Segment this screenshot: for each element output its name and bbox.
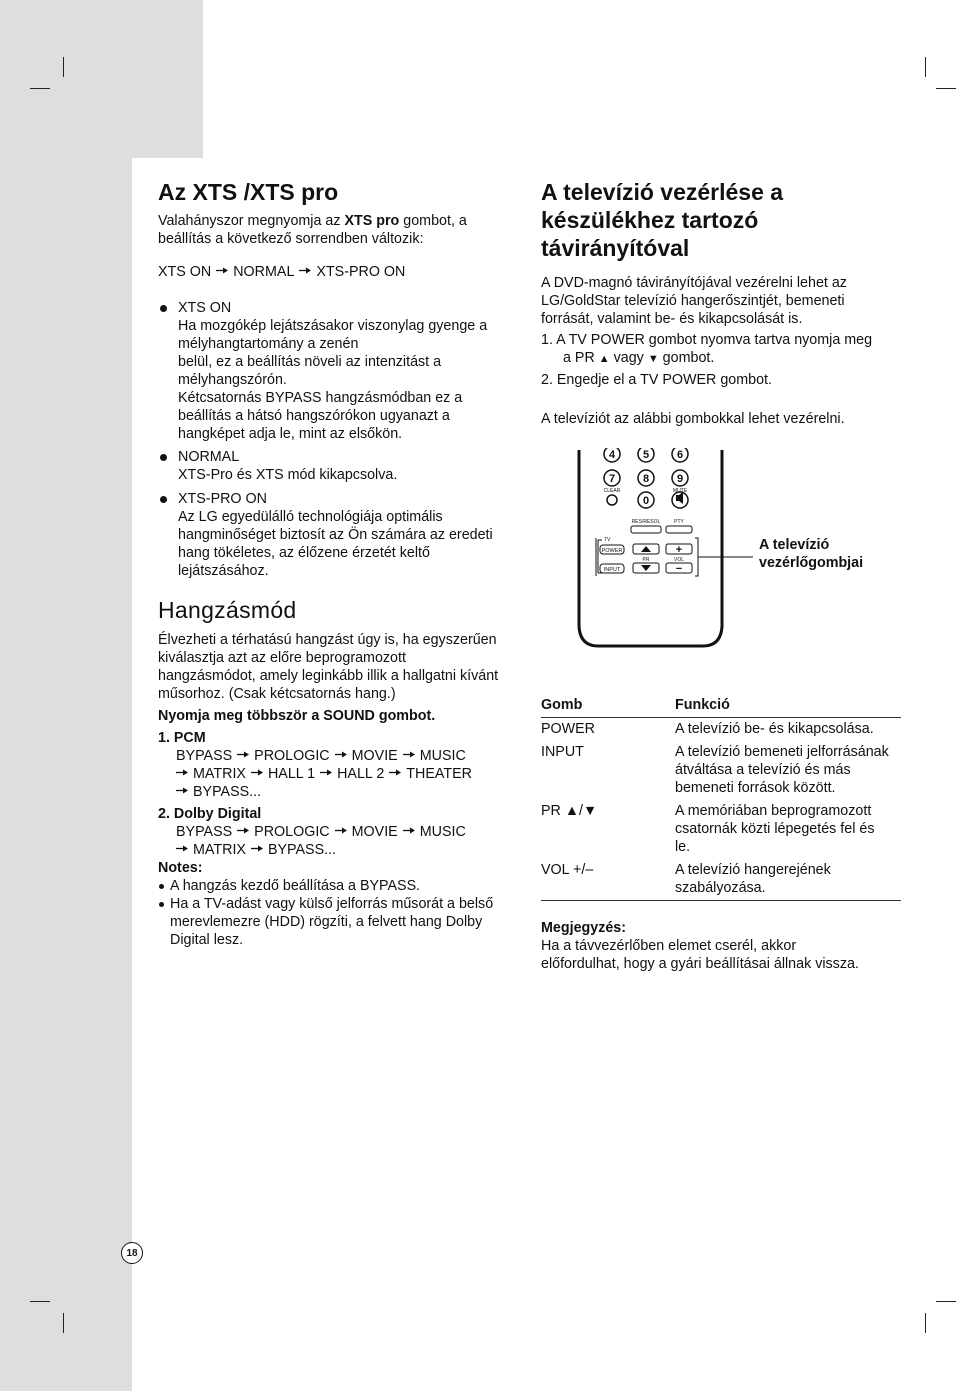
crop-mark <box>30 88 50 89</box>
vol-plus: + <box>675 544 683 556</box>
power-label: POWER <box>601 548 623 554</box>
notes-title: Notes: <box>158 860 203 876</box>
key-6: 6 <box>676 449 684 461</box>
intro-text-line2: beállítás a következő sorrendben változik: <box>158 231 424 247</box>
pcm-title: 1. PCM <box>158 730 206 746</box>
bullet-xts-on: XTS ON Ha mozgókép lejátszásakor viszonylag gyenge a mélyhangtartomány a zenén belül, ez a beállítás növeli az intenzitást a mélyhangszórón. Kétcsatornás BYPASS hangzásmódban ez a beállítás a hátsó hangszórókon ugyanazt a hangképet adja le, mint az elsőkön. <box>158 299 523 443</box>
bullet-icon <box>160 305 167 312</box>
intro-text: Valahányszor megnyomja az XTS pro gombot, a <box>158 213 467 229</box>
arrow-right-icon <box>403 750 415 759</box>
arrow-right-icon <box>403 826 415 835</box>
step-2: 2. Engedje el a TV POWER gombot. <box>541 372 772 388</box>
bullet-icon <box>160 454 167 461</box>
pty-label: PTY <box>674 519 684 525</box>
key-0: 0 <box>642 495 650 507</box>
pcm-sequence-row1: BYPASS PROLOGIC MOVIE MUSIC <box>176 748 466 764</box>
vol-label: VOL <box>673 557 685 563</box>
pr-label: PR <box>642 557 650 563</box>
bullet-icon <box>159 884 164 889</box>
bullet-icon <box>159 902 164 907</box>
arrow-right-icon <box>176 768 188 777</box>
crop-mark <box>936 1301 956 1302</box>
mute-label: MUTE <box>672 488 688 494</box>
triangle-up-icon: ▲ <box>598 353 610 365</box>
dolby-title: 2. Dolby Digital <box>158 806 262 822</box>
table-row: VOL +/– A televízió hangerejének szabályozása. <box>541 859 901 901</box>
res-label: RES/RESOL <box>631 519 661 525</box>
table-row: INPUT A televízió bemeneti jelforrásának átváltása a televízió és más bemeneti források között. <box>541 744 889 796</box>
arrow-right-icon <box>335 750 347 759</box>
key-8: 8 <box>642 473 650 485</box>
clear-label: CLEAR <box>603 488 621 494</box>
arrow-right-icon <box>237 826 249 835</box>
dolby-sequence-row2: MATRIX BYPASS... <box>158 841 523 859</box>
triangle-down-icon: ▼ <box>647 353 659 365</box>
section-title-xts: Az XTS /XTS pro <box>158 179 339 205</box>
arrow-right-icon <box>176 786 188 795</box>
arrow-right-icon <box>176 844 188 853</box>
gray-margin-top <box>0 0 203 158</box>
input-label: INPUT <box>603 567 621 573</box>
table-row: POWER A televízió be- és kikapcsolása. <box>541 721 874 737</box>
crop-mark <box>936 88 956 89</box>
step-1-cont: a PR ▲ vagy ▼ gombot. <box>563 350 715 366</box>
callout-label: A televízió vezérlőgombjai <box>759 537 864 571</box>
gray-margin-side <box>0 158 132 1391</box>
bullet-icon <box>160 496 167 503</box>
arrow-right-icon <box>335 826 347 835</box>
bullet-normal: NORMAL XTS-Pro és XTS mód kikapcsolva. <box>158 448 523 484</box>
arrow-right-icon <box>299 266 311 275</box>
function-table <box>541 694 901 901</box>
arrow-right-icon <box>320 768 332 777</box>
note-title: Megjegyzés: <box>541 920 627 936</box>
section-title-tv-control: A televízió vezérlése a készülékhez tartozó távirányítóval <box>541 179 784 261</box>
arrow-right-icon <box>251 844 263 853</box>
crop-mark <box>63 57 64 77</box>
note-item: A hangzás kezdő beállítása a BYPASS. <box>158 877 523 895</box>
key-5: 5 <box>642 449 650 461</box>
pcm-sequence-row3: BYPASS... <box>158 783 523 801</box>
control-text: A televíziót az alábbi gombokkal lehet vezérelni. <box>541 411 845 427</box>
arrow-right-icon <box>389 768 401 777</box>
crop-mark <box>925 57 926 77</box>
step-1: 1. A TV POWER gombot nyomva tartva nyomja meg <box>541 332 873 348</box>
mode-sequence: XTS ON NORMAL XTS-PRO ON <box>158 264 406 280</box>
table-row: PR ▲/▼ A memóriában beprogramozott csatornák közti lépegetés fel és le. <box>541 803 875 855</box>
tv-label: TV <box>604 537 611 543</box>
bullet-xts-pro-on: XTS-PRO ON Az LG egyedülálló technológiája optimális hangminőséget biztosít az Ön számára az eredeti hang tökéletes, az élőzene érzetét keltő lejátszásához. <box>158 490 523 580</box>
vol-minus: − <box>675 563 683 575</box>
page-number: 18 <box>121 1242 143 1264</box>
key-4: 4 <box>608 449 616 461</box>
table-header-func: Funkció <box>675 694 901 718</box>
crop-mark <box>63 1313 64 1333</box>
pcm-sequence-row2: MATRIX HALL 1 HALL 2 THEATER <box>158 765 523 783</box>
right-column: A televízió vezérlése a készülékhez tartozó távirányítóval A DVD-magnó távirányítójával vezérelni lehet az LG/GoldStar televízió hangerőszintjét, bemeneti forrását, valamint be- és kikapcsolását is. 1. A TV POWER gombot nyomva tartva nyomja meg a PR ▲ vagy ▼ gombot. 2. Engedje el a TV POWER gombot. A televíziót az alábbi gombokkal lehet vezérelni. <box>541 178 911 428</box>
table-header-key: Gomb <box>541 694 675 718</box>
arrow-right-icon <box>251 768 263 777</box>
crop-mark <box>30 1301 50 1302</box>
arrow-right-icon <box>237 750 249 759</box>
note-item: Ha a TV-adást vagy külső jelforrás műsorát a belső merevlemezre (HDD) rögzíti, a felvett hang Dolby Digital lesz. <box>158 895 523 949</box>
press-instruction: Nyomja meg többször a SOUND gombot. <box>158 708 436 724</box>
left-column: Az XTS /XTS pro Valahányszor megnyomja az XTS pro gombot, a beállítás a következő sorrendben változik: XTS ON NORMAL XTS-PRO ON XTS ON Ha mozgókép lejátszásakor viszonylag gyenge a mélyhangtartomány a zenén belül, ez a beállítás növeli az intenzitást a mélyhangszórón. Kétcsatornás BYPASS hangzásmódban ez a beállítás a hátsó hangszórókon ugyanazt a hangképet adja le, mint az elsőkön. NORMAL XTS-Pro és XTS mód kikapcsolva. XTS-PRO ON Az LG egyedülálló technológiája optimális hangminőséget biztosít az Ön számára az eredeti hang tökéletes, az élőzene érzetét keltő lejátszásához. Hangzásmód Élvezheti a térhatású hangzást úgy is, ha egyszerűen kiválasztja azt az előre beprogramozott hangzásmódot, amely leginkább illik a hallgatni kívánt műsorhoz. (Csak kétcsatornás hang.) Nyomja meg többször a SOUND gombot. 1. PCM BYPASS PROLOGIC MOVIE MUSIC MATRIX HALL 1 HALL 2 THEATER BYPASS... 2. Dolby Digital BYPASS PROLOGIC MOVIE MUSIC MATRIX BYPASS... Notes: A hangzás kezdő beállítása a BYPASS. Ha a TV-adást vagy külső jelforrás műsorát a belső merevlemezre (HDD) rögzíti, a felvett hang Dolby Digital lesz. <box>158 178 523 949</box>
section-title-sound: Hangzásmód <box>158 597 297 623</box>
function-table-wrap: Gomb Funkció POWER A televízió be- és kikapcsolása. INPUT A televízió bemeneti jelforrásának átváltása a televízió és más bemeneti források között. PR ▲/▼ A memóriában beprogramozott csatornák közti lépegetés fel és le. VOL +/– A televízió hangerejének szabályozása. Megjegyzés: Ha a távvezérlőben elemet cserél, akkor előfordulhat, hogy a gyári beállításai állnak vissza. <box>541 694 901 973</box>
key-7: 7 <box>608 473 616 485</box>
crop-mark <box>925 1313 926 1333</box>
key-9: 9 <box>676 473 684 485</box>
dolby-sequence-row1: BYPASS PROLOGIC MOVIE MUSIC <box>176 824 466 840</box>
arrow-right-icon <box>216 266 228 275</box>
table-header-row <box>541 694 901 718</box>
